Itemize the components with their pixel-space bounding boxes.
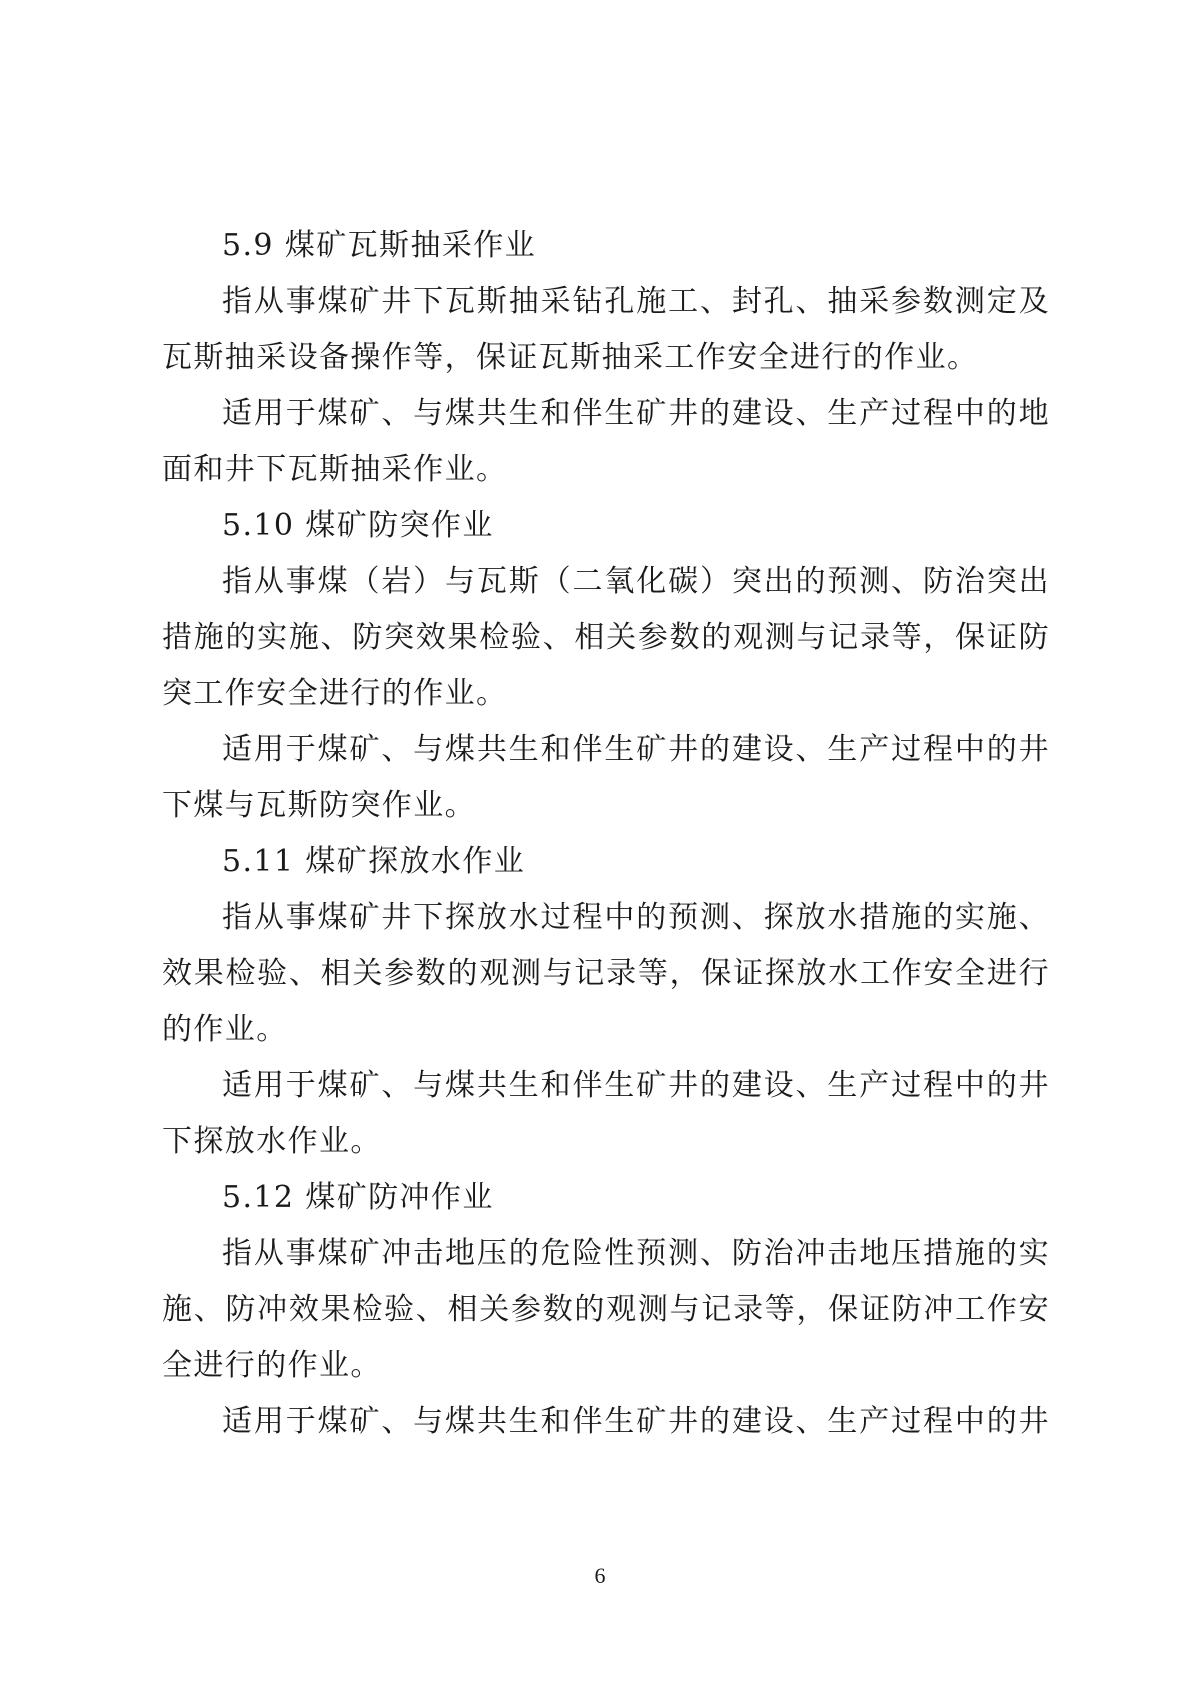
paragraph-line: 突工作安全进行的作业。: [162, 676, 508, 711]
paragraph-line: 适用于煤矿、与煤共生和伴生矿井的建设、生产过程中的井: [222, 1404, 1050, 1439]
paragraph-line: 适用于煤矿、与煤共生和伴生矿井的建设、生产过程中的井: [222, 1068, 1050, 1103]
paragraph: [162, 1394, 1050, 1450]
page-number: 6: [594, 1563, 606, 1588]
paragraph-line: 面和井下瓦斯抽采作业。: [162, 452, 508, 487]
section-heading: [162, 218, 1050, 274]
paragraph-line: 下探放水作业。: [162, 1124, 382, 1159]
paragraph: [162, 1226, 1050, 1394]
paragraph-line: 指从事煤矿井下探放水过程中的预测、探放水措施的实施、: [222, 900, 1050, 935]
paragraph-line: 指从事煤（岩）与瓦斯（二氧化碳）突出的预测、防治突出: [222, 564, 1050, 599]
heading-text: 5.9 煤矿瓦斯抽采作业: [222, 228, 537, 263]
paragraph: [162, 274, 1050, 386]
paragraph-line: 施、防冲效果检验、相关参数的观测与记录等，保证防冲工作安: [162, 1292, 1050, 1327]
paragraph: [162, 722, 1050, 834]
paragraph: [162, 890, 1050, 1058]
paragraph: [162, 386, 1050, 498]
paragraph-line: 全进行的作业。: [162, 1348, 382, 1383]
heading-text: 5.12 煤矿防冲作业: [222, 1180, 494, 1215]
paragraph-line: 措施的实施、防突效果检验、相关参数的观测与记录等，保证防: [162, 620, 1050, 655]
paragraph-line: 的作业。: [162, 1012, 288, 1047]
heading-text: 5.10 煤矿防突作业: [222, 508, 494, 543]
paragraph-line: 下煤与瓦斯防突作业。: [162, 788, 476, 823]
document-body: [162, 218, 1050, 1450]
section-heading: [162, 1170, 1050, 1226]
paragraph-line: 适用于煤矿、与煤共生和伴生矿井的建设、生产过程中的地: [222, 396, 1050, 431]
paragraph: [162, 554, 1050, 722]
paragraph-line: 适用于煤矿、与煤共生和伴生矿井的建设、生产过程中的井: [222, 732, 1050, 767]
paragraph: [162, 1058, 1050, 1170]
heading-text: 5.11 煤矿探放水作业: [222, 844, 526, 879]
section-heading: [162, 498, 1050, 554]
paragraph-line: 效果检验、相关参数的观测与记录等，保证探放水工作安全进行: [162, 956, 1050, 991]
paragraph-line: 指从事煤矿井下瓦斯抽采钻孔施工、封孔、抽采参数测定及: [222, 284, 1050, 319]
paragraph-line: 瓦斯抽采设备操作等，保证瓦斯抽采工作安全进行的作业。: [162, 340, 979, 375]
section-heading: [162, 834, 1050, 890]
paragraph-line: 指从事煤矿冲击地压的危险性预测、防治冲击地压措施的实: [222, 1236, 1050, 1271]
